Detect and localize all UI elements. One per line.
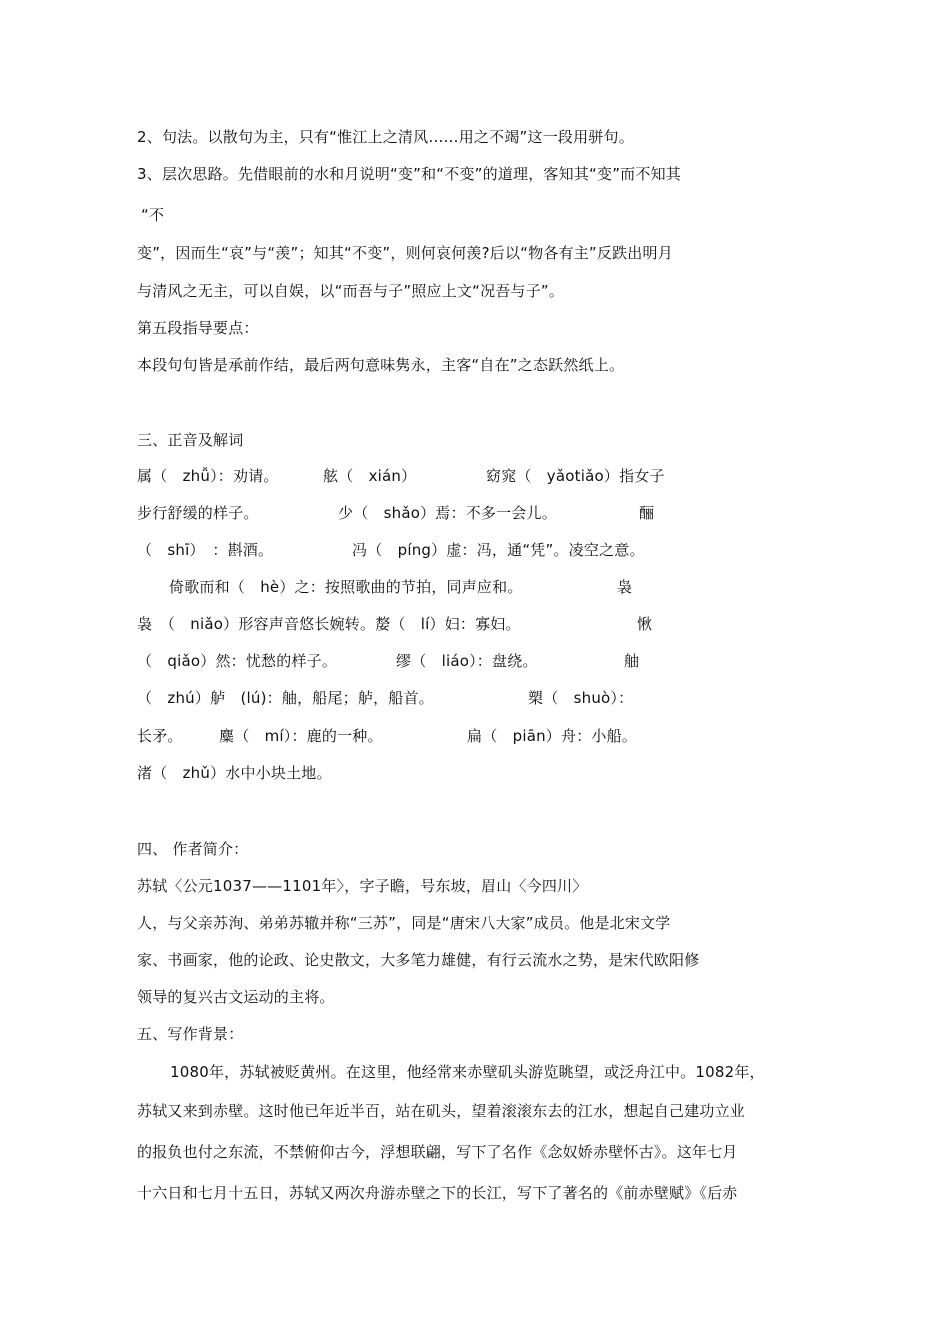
gloss-entry: 麋（ mí）：鹿的一种。 — [219, 727, 383, 745]
paragraph-line: 领导的复兴古文运动的主将。 — [137, 988, 335, 1006]
gloss-entry: 缪（ liáo）：盘绕。 — [396, 652, 538, 670]
gloss-entry: 少（ shǎo）焉：不多一会儿。 — [338, 504, 557, 522]
gloss-entry: 长矛。 — [137, 727, 183, 745]
paragraph-line: 人，与父亲苏洵、弟弟苏辙并称“三苏”，同是“唐宋八大家”成员。他是北宋文学 — [137, 914, 671, 932]
gloss-entry: 扁（ piān）舟：小船。 — [467, 727, 637, 745]
paragraph-line: 苏轼〈公元1037——1101年〉，字子瞻，号东坡，眉山〈今四川〉 — [137, 877, 588, 895]
paragraph-line: 的报负也付之东流，不禁俯仰古今，浮想联翩，写下了名作《念奴娇赤壁怀古》。这年七月 — [137, 1143, 738, 1161]
gloss-entry: （ qiǎo）然：忧愁的样子。 — [137, 652, 338, 670]
gloss-entry: 倚歌而和（ hè）之：按照歌曲的节拍，同声应和。 — [169, 578, 523, 596]
paragraph-line: 2、句法。以散句为主，只有“惟江上之清风……用之不竭”这一段用骈句。 — [137, 128, 634, 146]
gloss-entry: 冯（ píng）虚：冯，通“凭”。凌空之意。 — [352, 541, 645, 559]
gloss-entry: 舳 — [624, 652, 640, 670]
gloss-entry: 袅 （ niǎo）形容声音悠长婉转。嫠（ lí）妇：寡妇。 — [137, 615, 521, 633]
gloss-entry: 愀 — [637, 615, 653, 633]
paragraph-line: 1080年，苏轼被贬黄州。在这里，他经常来赤壁矶头游览眺望，或泛舟江中。1082年， — [170, 1063, 765, 1081]
gloss-entry: （ shī） ：斟酒。 — [137, 541, 274, 559]
paragraph-line: 与清风之无主，可以自娱，以“而吾与子”照应上文“况吾与子”。 — [137, 282, 565, 300]
gloss-entry: 属（ zhǚ）：劝请。 — [137, 467, 279, 485]
gloss-entry: 酾 — [639, 504, 655, 522]
paragraph-line: “不 — [141, 206, 165, 224]
gloss-entry: 步行舒缓的样子。 — [137, 504, 259, 522]
paragraph-line: 3、层次思路。先借眼前的水和月说明“变”和“不变”的道理，客知其“变”而不知其 — [137, 165, 681, 183]
gloss-entry: 舷（ xián） — [323, 467, 417, 485]
gloss-entry: （ zhú）舻 (lú)：舳，船尾；舻，船首。 — [137, 689, 434, 707]
section-heading: 五、写作背景： — [137, 1025, 244, 1043]
gloss-entry: 渚（ zhǔ）水中小块土地。 — [137, 764, 332, 782]
section-subheading: 第五段指导要点： — [137, 319, 259, 337]
paragraph-line: 变”，因而生“哀”与“羡”；知其“不变”，则何哀何羡?后以“物各有主”反跌出明月 — [137, 244, 673, 262]
section-heading: 三、正音及解词 — [137, 431, 244, 449]
paragraph-line: 家、书画家，他的论政、论史散文，大多笔力雄健，有行云流水之势，是宋代欧阳修 — [137, 951, 700, 969]
gloss-entry: 窈窕（ yǎotiǎo）指女子 — [486, 467, 665, 485]
paragraph-line: 苏轼又来到赤壁。这时他已年近半百，站在矶头，望着滚滚东去的江水，想起自己建功立业 — [137, 1102, 746, 1120]
gloss-entry: 袅 — [617, 578, 633, 596]
gloss-entry: 槊（ shuò）： — [528, 689, 634, 707]
paragraph-line: 十六日和七月十五日，苏轼又两次舟游赤壁之下的长江，写下了著名的《前赤壁赋》《后赤 — [137, 1184, 738, 1202]
section-heading: 四、 作者简介： — [137, 840, 249, 858]
paragraph-line: 本段句句皆是承前作结，最后两句意味隽永，主客“自在”之态跃然纸上。 — [137, 356, 625, 374]
